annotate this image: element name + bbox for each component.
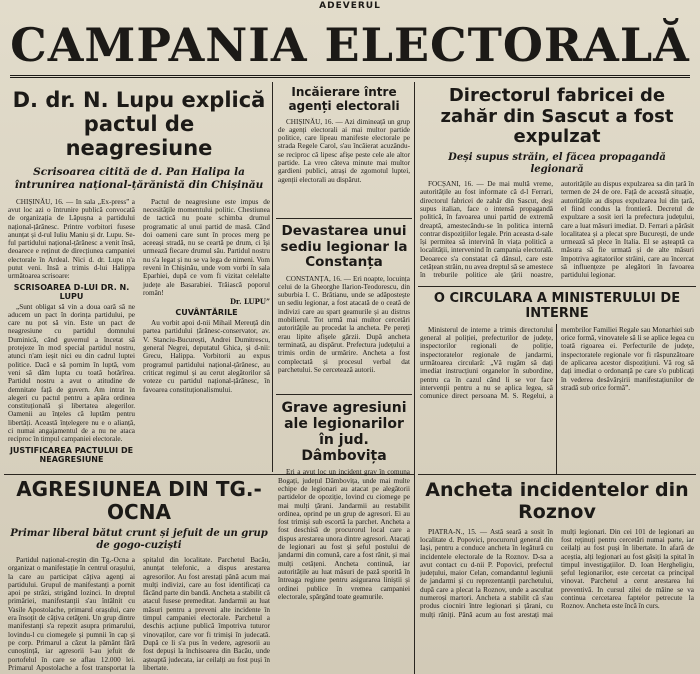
section-heading: CUVÂNTĂRILE xyxy=(175,308,238,318)
article-headline: Grave agresiuni ale legionarilor în jud. Dâmbovița xyxy=(281,400,407,465)
page-banner: CAMPANIA ELECTORALĂ xyxy=(10,12,690,78)
section-rule xyxy=(418,474,696,475)
article-body: Partidul național-creștin din Tg.-Ocna a organizat o manifestație în centrul orașului, la care au participat câțiva agenți ai partidului. Grupul de manifestanți a pornit apoi pe străzi, strigând lozinci. In dreptul primăriei, manifestanții s'au întâlnit cu Vasile Apostolache, primarul orașului, care era însoțit de câțiva cetățeni. Un grup dintre manifestanți s'a repezit asupra primarului, lovindu-l cu ciomegele și pumnii în cap și pe corp. Primarul a căzut la pământ fără cunoștință, iar agresorii l-au jefuit de portofelul în care se aflau 12.000 lei. Primarul Apostolache a fost transportat la spitalul din localitate. Parchetul Bacău, anunțat telefonic, a dispus arestarea agresorilor. Au fost arestați până acum mai mulți indivizi, care au fost identificați ca făcând parte din bandă. Ancheta a stabilit că atacul fusese premeditat. Jandarmii au luat măsuri pentru a preveni alte incidente în timpul campaniei electorale. Parchetul a deschis acțiune publică împotriva tuturor vinovaților, care vor fi trimiși în judecată. După ce li s'a pus în vedere, agresorii au fost depuși la închisoarea din Bacău, unde așteaptă judecata, iar ceilalți au fost puși în libertate. xyxy=(8,556,270,672)
section-heading: SCRISOAREA D-LUI DR. N. LUPU xyxy=(13,282,130,301)
article-agresiunea xyxy=(8,478,270,674)
article-body: Ministerul de interne a trimis directorului general al poliției, prefecturilor de județe, inspectorilor regionali de poliție, inspectoratelor regionale de jandarmi, următoarea circulară: „Vă rugăm să dați imediat instrucțiuni organelor în subordine, pentru ca în cazul când li se vor face intervenții pentru a nu se aplica legea, să comunice direct persoana M. S. Regelui, a membrilor Familiei Regale sau Monarhiei sub orice formă, vinovatele să li se aplice legea cu toată rigoarea ei. Perfecturile de județe, inspectoratele regionale vor fi răspunzătoare de aplicarea acestor dispozițiuni. Vă rog să dați imediat o ordonanță pe care s'o publicați în vederea desăvârșirii manifestațiunilor de stradă sub orice formă”. xyxy=(420,325,694,401)
speeches-text: Au vorbit apoi d-nii Mihail Mereuță din partea partidului țărănesc-conservator, av. V. Stanciu-București, Andrei Dumitrescu, general Negrei, deputatul Ghica, și d-nii: Grecu, Halippa. Vorbitorii au expus programul partidului național-țărănesc, au criticat regimul și au cerut alegătorilor să voteze cu partidul național-țărănesc, în favoarea constituționalismului. xyxy=(143,319,270,394)
article-director xyxy=(420,86,694,284)
article-subhead: Primar liberal bătut crunt și jefuit de un grup de gogo-cuziști xyxy=(10,528,268,551)
article-body: FOCȘANI, 16. — De mai multă vreme, autoritățile au fost informate că d-l Ferrari, directorul fabricei de zahăr din Sascut, deși supus italian, face o intensă propagandă politică, în favoarea unui partid de extremă dreaptă, amestecându-se în politica internă contrar dispozițiilor legale. Prin aceasta d-sale își permitea să intervină în viața politică a localității, intervenind în campania electorală. Deoarece s'a constatat că dânsul, care este cetățean străin, nu avea dreptul să se amestece în treburile politice ale țării noastre, autoritățile au dispus expulzarea sa din țară în termen de 24 de ore. Față de această situație, autoritățile au dispus expulzarea lui din țară, el fiind condus la frontieră. Decretul de expulzare a sosit ieri la prefectura județului, care a luat măsuri imediat. D. Ferrari a părăsit localitatea și a plecat spre București, de unde urmează să plece în Italia. El se așteaptă ca măsura să fie urmată și de alte măsuri împotriva agitatorilor străini, care au încercat să influențeze pe alegători în favoarea partidului legionar. xyxy=(420,180,694,280)
article-subhead: Scrisoarea citită de d. Pan Halipa la întrunirea național-țărănistă din Chișinău xyxy=(14,166,264,192)
section-rule xyxy=(276,218,412,219)
article-body: CHIȘINĂU, 16. — In sala „Ex-press” a avut loc azi o întrunire publică convocată de organizația de Lăpușna a partidului național-țărănesc. Printre vorbitori fusese anunțat și d-rul Iuliu Maniu și dr. Lupu. Se-ful partidului național-țărănesc a venit însă, deoarece e reținut de direcțiunea campaniei electorale în Ardeal. Nici d. dr. Lupu n'a putut veni. Insă a trimis d-lui Halippa următoarea scrisoare: xyxy=(8,197,135,281)
article-body-columns xyxy=(8,198,270,468)
article-headline: Încăierare între agenți electorali xyxy=(288,86,400,113)
article-body: Eri a avut loc un incident grav în comuna Bogați, județul Dâmbovița, unde mai multe echipe de legionari au atacat pe alegătorii partidelor de opoziție, lovind cu ciomege pe mai mulți țărani. Jandarmii au restabilit ordinea, oprind pe un grup de agresori. Ei au fost trimiși sub escortă la parchet. Ancheta a fost deschisă de procurorul local care a dispus arestarea unora dintre agresori. Atacați de legionari au fost și șeful postului de jandarmi din comună, care a fost rănit, și mai mulți cetățeni. Ancheta continuă, iar autoritățile au luat măsuri de pază sporită în întreaga regiune pentru asigurarea liniștii și ordinei publice în vremea campaniei electorale, spărgând toate geamurile. xyxy=(278,468,410,601)
column-rule xyxy=(414,82,415,674)
section-rule xyxy=(276,394,412,395)
article-body: CHIȘINĂU, 16. — Azi dimineață un grup de agenți electorali ai mai multor partide politice, care lipeau manifeste electorale pe strada Regele Carol, s'au încăierat acuzându-se reciproc că lipesc afișe peste cele ale altor partide. La vreo câteva minute mai multor gardieni publici, atrași de zgomotul luptei, agenții electorali au dispărut. xyxy=(278,117,410,184)
article-body: PIATRA-N., 15. — Astă seară a sosit în localitate d. Popovici, procurorul general din Iași, pentru a conduce ancheta în legătură cu incidentele electorale de la Roznov. D-sa a avut contact cu d-nii P. Popovici, prefectul județului, maior Celan, comandantul legiunii de jandarmi și cu reprezentanții parchetului, după care a plecat la Roznov, unde a ascultat numeroși martori. Ancheta a stabilit că s'au produs ciocniri între legionari și țărani, cu mulți răniți. Până acum au fost arestați mai mulți legionari. Din cei 101 de legionari au fost reținuți pentru cercetări numai parte, iar ceilalți au fost puși în libertate. In afară de aceștia, alți legionari au fost găsiți la spital în timpul investigațiilor. D. Ioan Hergheligiu, șeful legionarilor, este cercetat ca principal vinovat. Parchetul a cerut arestarea lui preventivă. In cursul zilei de mâine se va continua cercetarea faptelor petrecute la Roznov. Ancheta este încă în curs. xyxy=(420,527,694,619)
article-devastare xyxy=(278,224,410,392)
article-lupu xyxy=(8,84,270,472)
column-rule xyxy=(272,82,273,472)
article-headline: Devastarea unui sediu legionar la Constanța xyxy=(280,224,408,271)
article-headline: AGRESIUNEA DIN TG.-OCNA xyxy=(16,478,262,524)
article-headline: Ancheta incidentelor din Roznov xyxy=(425,480,689,523)
article-circular xyxy=(420,292,694,472)
letter-text: „Sunt obligat să vin a doua oară să ne aducem un pact în dorința partidului, pe care nu pot să vin. Este un pact de neagresiune cu partidul domnului Duminică, când guvernul a încetat să protejeze în mod special partidul nostru, atunci n'am ieșit nici eu din cadrul luptei politice. Dacă e să pornim în luptă, vom veni să dăm lupta cu toată hotărîrea. Partidul nostru a avut o atitudine de demnitate față de guvern. Am intrat în alegeri cu pactul pentru a apăra ordinea constituțională și libertatea alegerilor. Oamenii au înțeles că luptăm pentru libertăți. Această înțelegere nu e o alianță, ci numai angajamentul de a nu ne ataca reciproc în timpul campaniei electorale. xyxy=(8,302,135,444)
signature: Dr. LUPU” xyxy=(229,297,270,307)
masthead: ADEVERUL xyxy=(319,1,381,11)
article-subhead: Deși supus străin, el făcea propagandă legionară xyxy=(448,152,666,176)
article-grave xyxy=(278,400,410,672)
justify-text: Pactul de neagresiune este impus de necesitățile momentului politic. Chestiunea de tactică nu poate schimba drumul programatic al unui partid de masă. Când doi oameni care sunt în proces merg pe aceeași stradă, nu se ceartă pe drum, ci își urmează fiecare drumul său. Partidul nostru nu s'a legat și nu se va lega de nimeni. Vom reveni în Chișinău, unde vom vorbi în sala Eparhiei, după ce vom fi vizitat celelalte județe ale Basarabiei. Trăiască poporul român! xyxy=(143,197,270,297)
section-heading: JUSTIFICAREA PACTULUI DE NEAGRESIUNE xyxy=(9,445,134,464)
article-headline: O CIRCULARĂ A MINISTERULUI DE INTERNE xyxy=(433,292,681,321)
article-ancheta xyxy=(420,480,694,674)
article-headline: Directorul fabricei de zahăr din Sascut a fost expulzat xyxy=(440,86,674,148)
article-body: CONSTANȚA, 16. — Eri noapte, locuința celui de la Gheorghe Ilarion-Teodorescu, din suburbia I. C. Brătianu, unde se adăpostește un sediu legionar, a fost atacată de o ceată de indivizi care au spart geamurile și au distrus mobilierul. Tot urmă mai multor cercetări autoritățile au procedat la ancheta. Pe pereți erau lipite afișele gărzii. După ancheta terminată, au dispărut. Prefectura județului a trimis ordin de urmărire. Ancheta a fost complectată și procesul verbal dat parchetului. Se cercetează autorii. xyxy=(278,274,410,374)
section-rule xyxy=(418,286,696,287)
article-headline: D. dr. N. Lupu explică pactul de neagresiune xyxy=(12,88,266,161)
article-agents xyxy=(278,86,410,216)
